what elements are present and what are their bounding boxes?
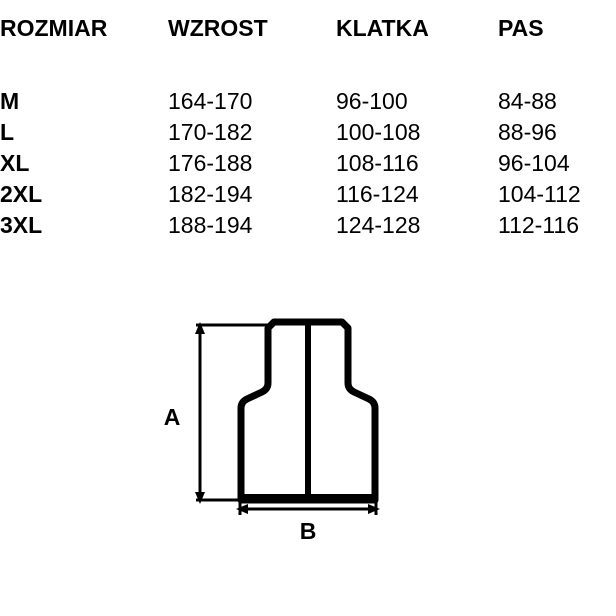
label-a: A [163, 404, 181, 430]
column-header-chest: KLATKA [336, 15, 429, 41]
cell-chest: 116-124 [336, 181, 419, 207]
table-row [0, 148, 616, 179]
cell-size: 2XL [0, 181, 43, 207]
size-chart-table [0, 0, 616, 241]
measurement-b-arrow [236, 502, 380, 515]
size-chart-table-container [0, 0, 616, 241]
cell-chest: 96-100 [336, 88, 408, 114]
vest-outline-icon [238, 322, 378, 502]
hem-bar [238, 494, 378, 502]
cell-chest: 108-116 [336, 150, 419, 176]
column-header-height: WZROST [168, 15, 268, 41]
cell-waist: 112-116 [498, 212, 579, 238]
cell-height: 170-182 [168, 119, 253, 145]
garment-measurement-diagram [0, 300, 616, 560]
table-row [0, 179, 616, 210]
table-row [0, 117, 616, 148]
column-header-waist: PAS [498, 15, 544, 41]
cell-height: 164-170 [168, 88, 253, 114]
cell-height: 176-188 [168, 150, 253, 176]
cell-waist: 88-96 [498, 119, 557, 145]
cell-size: L [0, 119, 15, 145]
cell-size: 3XL [0, 212, 43, 238]
label-b: B [299, 517, 317, 544]
cell-waist: 104-112 [498, 181, 581, 207]
cell-chest: 100-108 [336, 119, 421, 145]
column-header-size: ROZMIAR [0, 15, 108, 41]
cell-waist: 84-88 [498, 88, 557, 114]
cell-chest: 124-128 [336, 212, 421, 238]
table-row [0, 210, 616, 241]
cell-waist: 96-104 [498, 150, 570, 176]
table-header-row [0, 0, 616, 86]
cell-size: XL [0, 150, 30, 176]
cell-height: 188-194 [168, 212, 253, 238]
table-row [0, 86, 616, 117]
cell-height: 182-194 [168, 181, 253, 207]
cell-size: M [0, 88, 20, 114]
